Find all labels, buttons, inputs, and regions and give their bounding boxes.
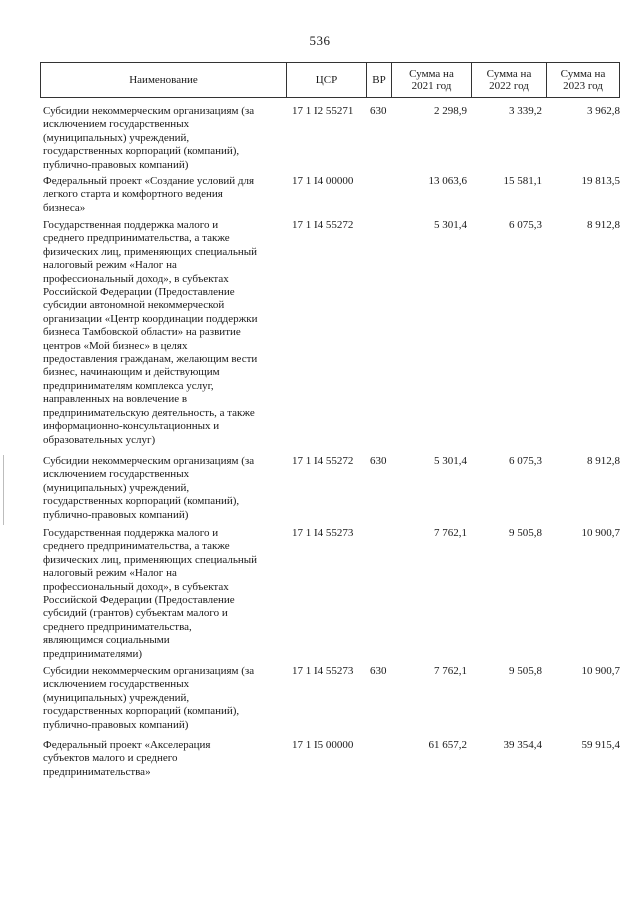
row-name <box>43 455 288 522</box>
row-name-line: профессиональный доход», в субъектах <box>43 272 229 285</box>
row-csr-code: 17 1 I4 00000 <box>292 175 354 187</box>
row-name-line: центров «Мой бизнес» в целях <box>43 339 188 352</box>
row-name-line: образовательных услуг) <box>43 433 156 446</box>
header-2021-line2: 2021 год <box>411 80 452 92</box>
row-name-line: публично-правовых компаний) <box>43 718 189 731</box>
row-name-line: Федеральный проект «Создание условий для <box>43 175 255 187</box>
row-csr-code: 17 1 I2 55271 <box>292 105 354 117</box>
row-name-line: публично-правовых компаний) <box>43 508 189 521</box>
row-name-line: легкого старта и комфортного ведения <box>43 188 223 201</box>
row-amount-2023: 8 912,8 <box>587 455 620 467</box>
row-name-line: субъектов малого и среднего <box>43 752 178 765</box>
row-name-line: Субсидии некоммерческим организациям (за <box>43 455 255 467</box>
scan-edge-line <box>3 455 4 525</box>
row-name-line: бизнес, начинающим и действующим <box>43 366 220 379</box>
row-csr-code: 17 1 I4 55272 <box>292 455 354 467</box>
row-name-line: бизнеса» <box>43 201 86 214</box>
header-vr-label: ВР <box>372 74 386 86</box>
row-vr-code: 630 <box>370 105 387 117</box>
row-name-line: среднего предпринимательства, <box>43 620 192 633</box>
row-amount-2021: 61 657,2 <box>428 739 467 751</box>
header-csr-label: ЦСР <box>315 74 338 86</box>
row-amount-2022: 9 505,8 <box>509 527 542 539</box>
row-amount-2022: 15 581,1 <box>503 175 542 187</box>
row-name-line: предоставления гражданам, желающим вести <box>43 353 258 366</box>
row-amount-2023: 8 912,8 <box>587 219 620 231</box>
row-amount-2023: 3 962,8 <box>587 105 620 117</box>
row-amount-2022: 6 075,3 <box>509 219 542 231</box>
row-name-line: бизнеса Тамбовской области» на развитие <box>43 326 241 339</box>
row-csr-code: 17 1 I5 00000 <box>292 739 354 751</box>
row-name-line: направленных на вовлечение в <box>43 393 188 406</box>
row-amount-2021: 5 301,4 <box>434 455 467 467</box>
row-name-line: исключением государственных <box>43 678 190 691</box>
row-name-line: налоговый режим «Налог на <box>43 259 177 272</box>
row-amount-2023: 59 915,4 <box>581 739 620 751</box>
row-amount-2023: 10 900,7 <box>581 527 620 539</box>
row-name-line: субсидий (грантов) субъектам малого и <box>43 607 228 620</box>
header-name-label: Наименование <box>129 74 198 86</box>
header-2022 <box>471 63 546 97</box>
header-2023-line2: 2023 год <box>563 80 603 92</box>
row-name-line: государственных корпораций (компаний), <box>43 495 240 508</box>
header-2022-line1: Сумма на <box>486 68 532 80</box>
row-name-line: Государственная поддержка малого и <box>43 527 219 539</box>
row-name-line: Государственная поддержка малого и <box>43 219 219 231</box>
row-name-line: физических лиц, применяющих специальный <box>43 245 258 258</box>
row-name-line: (муниципальных) учреждений, <box>43 131 190 144</box>
row-amount-2022: 9 505,8 <box>509 665 542 677</box>
row-name-line: предпринимательства» <box>43 765 151 778</box>
row-name <box>43 739 288 779</box>
row-name-line: Российской Федерации (Предоставление <box>43 594 235 607</box>
row-vr-code: 630 <box>370 455 387 467</box>
row-amount-2022: 39 354,4 <box>503 739 542 751</box>
row-name-line: государственных корпораций (компаний), <box>43 705 240 718</box>
row-name-line: Российской Федерации (Предоставление <box>43 286 235 299</box>
row-name-line: предпринимателями) <box>43 647 142 660</box>
row-amount-2021: 2 298,9 <box>434 105 467 117</box>
row-name-line: Субсидии некоммерческим организациям (за <box>43 105 255 117</box>
row-amount-2022: 6 075,3 <box>509 455 542 467</box>
row-name-line: государственных корпораций (компаний), <box>43 145 240 158</box>
row-name-line: являющимся социальными <box>43 634 170 647</box>
header-2021 <box>391 63 471 97</box>
header-csr <box>286 63 366 97</box>
row-amount-2021: 13 063,6 <box>428 175 467 187</box>
row-amount-2021: 7 762,1 <box>434 665 467 677</box>
header-2023-line1: Сумма на <box>560 68 606 80</box>
header-2023 <box>546 63 619 97</box>
row-csr-code: 17 1 I4 55273 <box>292 665 354 677</box>
row-csr-code: 17 1 I4 55273 <box>292 527 354 539</box>
row-name-line: среднего предпринимательства, а также <box>43 232 230 245</box>
row-name-line: субсидии автономной некоммерческой <box>43 299 225 312</box>
row-amount-2021: 7 762,1 <box>434 527 467 539</box>
row-name-line: предпринимателям комплекса услуг, <box>43 379 214 392</box>
row-name-line: исключением государственных <box>43 118 190 131</box>
row-name-line: публично-правовых компаний) <box>43 158 189 171</box>
row-name-line: (муниципальных) учреждений, <box>43 481 190 494</box>
row-vr-code: 630 <box>370 665 387 677</box>
page-number: 536 <box>309 33 331 48</box>
row-name-line: Субсидии некоммерческим организациям (за <box>43 665 255 677</box>
row-name-line: предпринимательскую деятельность, а также <box>43 406 255 419</box>
row-name <box>43 219 288 447</box>
header-vr <box>366 63 391 97</box>
header-2022-line2: 2022 год <box>489 80 529 92</box>
row-name-line: информационно-консультационных и <box>43 420 220 433</box>
row-name-line: профессиональный доход», в субъектах <box>43 580 229 593</box>
row-name-line: Федеральный проект «Акселерация <box>43 739 211 751</box>
row-name-line: налоговый режим «Налог на <box>43 567 177 580</box>
row-name <box>43 175 288 215</box>
header-2021-line1: Сумма на <box>409 68 454 80</box>
row-name-line: исключением государственных <box>43 468 190 481</box>
row-amount-2023: 10 900,7 <box>581 665 620 677</box>
row-name <box>43 527 288 661</box>
header-name <box>41 63 286 97</box>
row-name <box>43 665 288 732</box>
row-name-line: физических лиц, применяющих специальный <box>43 553 258 566</box>
row-amount-2022: 3 339,2 <box>509 105 542 117</box>
row-amount-2021: 5 301,4 <box>434 219 467 231</box>
row-amount-2023: 19 813,5 <box>581 175 620 187</box>
row-csr-code: 17 1 I4 55272 <box>292 219 354 231</box>
row-name-line: (муниципальных) учреждений, <box>43 691 190 704</box>
row-name-line: среднего предпринимательства, а также <box>43 540 230 553</box>
row-name-line: организации «Центр координации поддержки <box>43 312 258 325</box>
row-name <box>43 105 288 172</box>
table-header <box>40 62 620 98</box>
